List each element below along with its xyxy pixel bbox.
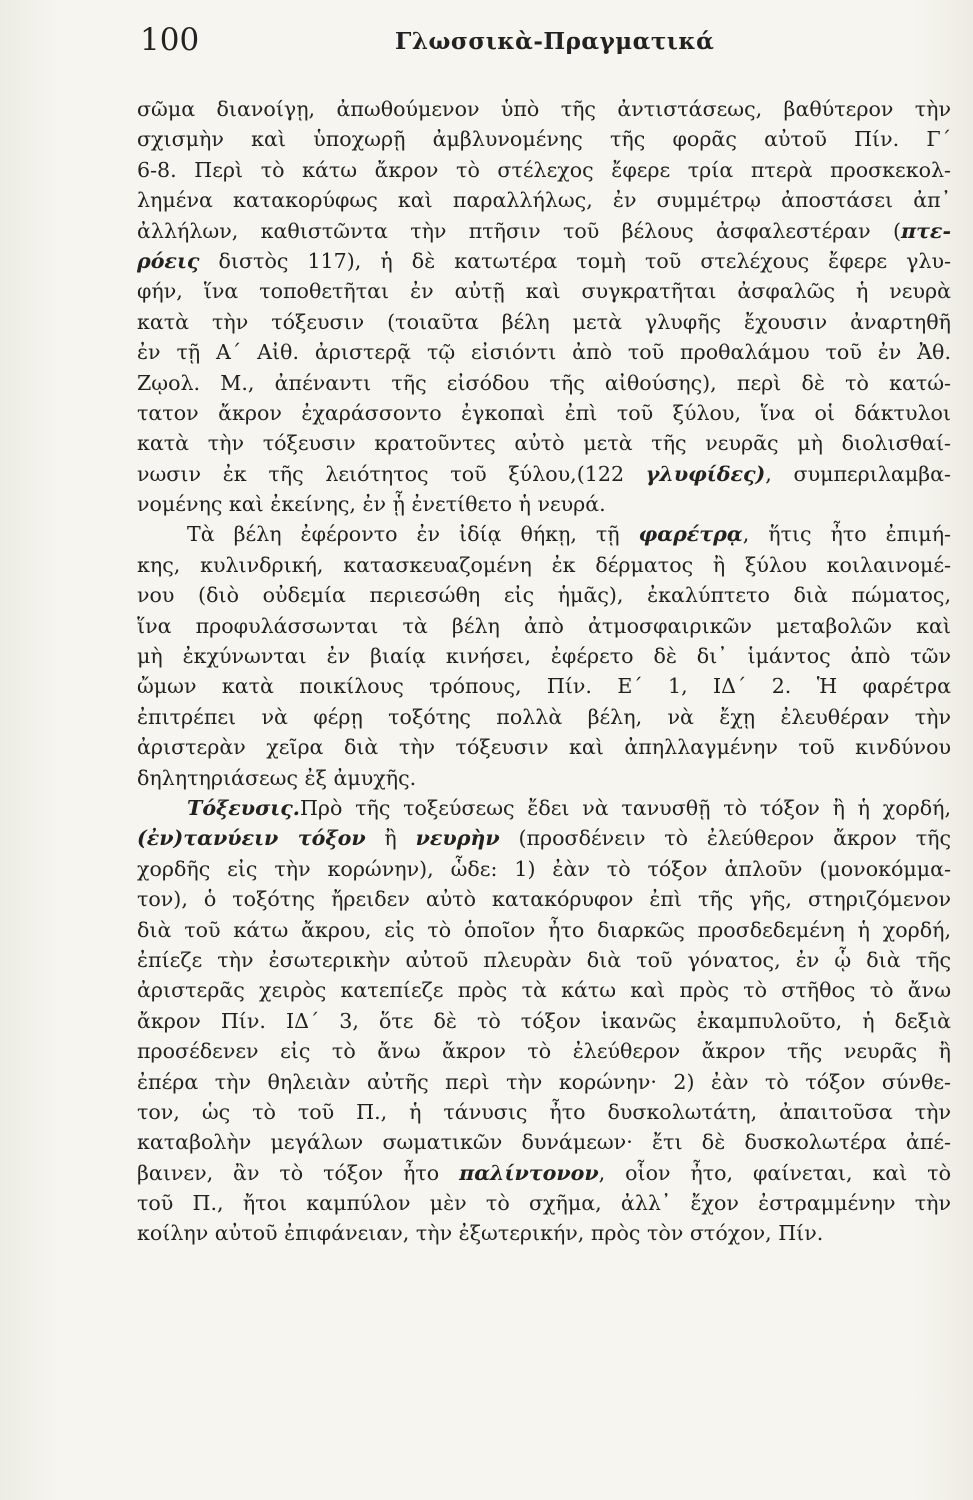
text-segment: προσέδενεν εἰς τὸ ἄνω ἄκρον τὸ ἐλεύθερον ἄκρον τῆς νευρᾶς ἢ xyxy=(137,1039,951,1064)
text-segment: ἐπίεζε τὴν ἐσωτερικὴν αὐτοῦ πλευρὰν διὰ τοῦ γόνατος, ἐν ᾧ διὰ τῆς xyxy=(137,947,951,972)
text-segment: κης, κυλινδρική, κατασκευαζομένη ἐκ δέρματος ἢ ξύλου κοιλαινομέ- xyxy=(137,552,951,577)
text-line xyxy=(137,1188,951,1218)
text-segment: , ἥτις ἦτο ἐπιμή- xyxy=(742,522,951,547)
text-segment: τον, ὡς τὸ τοῦ Π., ἡ τάνυσις ἦτο δυσκολωτάτη, ἀπαιτοῦσα τὴν xyxy=(137,1099,951,1124)
text-line xyxy=(137,489,951,519)
text-segment: ἐπέρα τὴν θηλειὰν αὐτῆς περὶ τὴν κορώνην· 2) ἐὰν τὸ τόξον σύνθε- xyxy=(137,1069,951,1094)
text-line xyxy=(137,124,951,154)
text-line xyxy=(137,368,951,398)
text-segment: 6-8. Περὶ τὸ κάτω ἄκρον τὸ στέλεχος ἔφερε τρία πτερὰ προσκεκολ- xyxy=(137,157,951,182)
text-segment: ἀριστερᾶς χειρὸς κατεπίεζε πρὸς τὰ κάτω καὶ πρὸς τὸ στῆθος τὸ ἄνω xyxy=(137,978,951,1003)
text-line xyxy=(137,884,951,914)
page-header xyxy=(140,22,930,64)
text-line xyxy=(137,246,951,276)
text-segment: ἀλλήλων, καθιστῶντα τὴν πτῆσιν τοῦ βέλους ἀσφαλεστέραν ( xyxy=(137,218,901,243)
text-line xyxy=(137,1006,951,1036)
text-line xyxy=(137,550,951,580)
text-segment: Τὰ βέλη ἐφέροντο ἐν ἰδίᾳ θήκῃ, τῇ xyxy=(187,522,639,547)
text-segment: τατον ἄκρον ἐχαράσσοντο ἐγκοπαὶ ἐπὶ τοῦ ξύλου, ἵνα οἱ δάκτυλοι xyxy=(137,400,951,425)
text-line xyxy=(137,1036,951,1066)
text-segment: διστὸς 117), ἡ δὲ κατωτέρα τομὴ τοῦ στελέχους ἔφερε γλυ- xyxy=(199,248,951,273)
text-segment: νωσιν ἐκ τῆς λειότητος τοῦ ξύλου,(122 xyxy=(137,461,646,486)
body-text xyxy=(137,94,951,1249)
text-segment: ἄκρον Πίν. ΙΔ´ 3, ὅτε δὲ τὸ τόξον ἱκανῶς ἐκαμπυλοῦτο, ἡ δεξιὰ xyxy=(137,1008,951,1033)
text-line xyxy=(137,519,951,549)
text-line xyxy=(137,1218,951,1248)
text-line xyxy=(137,702,951,732)
text-segment: ἵνα προφυλάσσωνται τὰ βέλη ἀπὸ ἀτμοσφαιρικῶν μεταβολῶν καὶ xyxy=(137,613,951,638)
text-line xyxy=(137,94,951,124)
text-line xyxy=(137,398,951,428)
text-segment: καταβολὴν μεγάλων σωματικῶν δυνάμεων· ἔτι δὲ δυσκολωτέρα ἀπέ- xyxy=(137,1130,951,1155)
text-segment: κατὰ τὴν τόξευσιν (τοιαῦτα βέλη μετὰ γλυφῆς ἔχουσιν ἀναρτηθῆ xyxy=(137,309,951,334)
text-segment: σχισμὴν καὶ ὑποχωρῇ ἀμβλυνομένης τῆς φορᾶς αὐτοῦ Πίν. Γ´ xyxy=(137,127,951,152)
text-line xyxy=(137,823,951,853)
text-line xyxy=(137,459,951,489)
text-line xyxy=(137,945,951,975)
text-line xyxy=(137,428,951,458)
text-line xyxy=(137,763,951,793)
text-segment: ἀριστερὰν χεῖρα διὰ τὴν τόξευσιν καὶ ἀπηλλαγμένην τοῦ κινδύνου xyxy=(137,735,951,760)
text-line xyxy=(137,732,951,762)
text-line xyxy=(137,1067,951,1097)
text-segment: , οἷον ἦτο, φαίνεται, καὶ τὸ xyxy=(598,1160,951,1185)
text-segment: νομένης καὶ ἐκείνης, ἐν ᾗ ἐνετίθετο ἡ νευρά. xyxy=(137,492,606,517)
text-line xyxy=(137,1127,951,1157)
text-line xyxy=(137,580,951,610)
text-segment: (προσδένειν τὸ ἐλεύθερον ἄκρον τῆς xyxy=(499,826,951,851)
text-segment: μὴ ἐκχύνωνται ἐν βιαίᾳ κινήσει, ἐφέρετο δὲ δι᾿ ἱμάντος ἀπὸ τῶν xyxy=(137,644,951,669)
page-number: 100 xyxy=(140,22,200,58)
text-line xyxy=(137,1097,951,1127)
text-segment: Πρὸ τῆς τοξεύσεως ἔδει νὰ τανυσθῇ τὸ τόξον ἢ ἡ χορδή, xyxy=(299,795,951,820)
text-line xyxy=(137,307,951,337)
text-line xyxy=(137,155,951,185)
text-line xyxy=(137,337,951,367)
running-title: Γλωσσικὰ-Πραγματικά xyxy=(395,28,715,55)
text-line xyxy=(137,793,951,823)
emphasized-term: γλυφίδες) xyxy=(645,461,766,486)
emphasized-term: παλίντονον xyxy=(459,1160,599,1185)
text-segment: δηλητηριάσεως ἐξ ἀμυχῆς. xyxy=(137,765,417,790)
text-line xyxy=(137,276,951,306)
text-segment: ὤμων κατὰ ποικίλους τρόπους, Πίν. Ε´ 1, ΙΔ´ 2. Ἡ φαρέτρα xyxy=(137,674,951,699)
text-segment: φήν, ἵνα τοποθετῆται ἐν αὐτῇ καὶ συγκρατῆται ἀσφαλῶς ἡ νευρὰ xyxy=(137,279,951,304)
text-segment: κοίλην αὐτοῦ ἐπιφάνειαν, τὴν ἐξωτερικήν, πρὸς τὸν στόχον, Πίν. xyxy=(137,1221,824,1246)
text-segment: ἐν τῇ Α´ Αἰθ. ἀριστερᾷ τῷ εἰσιόντι ἀπὸ τοῦ προθαλάμου τοῦ ἐν Ἀθ. xyxy=(137,340,951,365)
emphasized-term: νευρὴν xyxy=(415,826,500,851)
text-segment: τον), ὁ τοξότης ἤρειδεν αὐτὸ κατακόρυφον ἐπὶ τῆς γῆς, στηριζόμενον xyxy=(137,887,951,912)
emphasized-term: (ἐν)τανύειν τόξον xyxy=(137,826,366,851)
text-segment: τοῦ Π., ἤτοι καμπύλον μὲν τὸ σχῆμα, ἀλλ᾿ ἔχον ἐστραμμένην τὴν xyxy=(137,1191,951,1216)
text-line xyxy=(137,671,951,701)
text-line xyxy=(137,216,951,246)
text-line xyxy=(137,915,951,945)
emphasized-term: ρόεις xyxy=(137,248,200,273)
text-segment: χορδῆς εἰς τὴν κορώνην), ὧδε: 1) ἐὰν τὸ τόξον ἁπλοῦν (μονοκόμμα- xyxy=(137,856,951,881)
text-line xyxy=(137,854,951,884)
text-segment: ἢ xyxy=(365,826,416,851)
text-line xyxy=(137,185,951,215)
text-segment: ἐπιτρέπει νὰ φέρῃ τοξότης πολλὰ βέλη, νὰ ἔχῃ ἐλευθέραν τὴν xyxy=(137,704,951,729)
text-segment: κατὰ τὴν τόξευσιν κρατοῦντες αὐτὸ μετὰ τῆς νευρᾶς μὴ διολισθαί- xyxy=(137,431,951,456)
text-segment: νου (διὸ οὐδεμία περιεσώθη εἰς ἡμᾶς), ἐκαλύπτετο διὰ πώματος, xyxy=(137,583,951,608)
text-segment: σῶμα διανοίγῃ, ἀπωθούμενον ὑπὸ τῆς ἀντιστάσεως, βαθύτερον τὴν xyxy=(137,97,951,121)
text-segment: διὰ τοῦ κάτω ἄκρου, εἰς τὸ ὁποῖον ἦτο διαρκῶς προσδεδεμένη ἡ χορδή, xyxy=(137,917,951,942)
text-segment: Ζῳολ. Μ., ἀπέναντι τῆς εἰσόδου τῆς αἰθούσης), περὶ δὲ τὸ κατώ- xyxy=(137,370,951,395)
text-line xyxy=(137,975,951,1005)
text-segment: λημένα κατακορύφως καὶ παραλλήλως, ἐν συμμέτρῳ ἀποστάσει ἀπ᾿ xyxy=(137,188,951,213)
emphasized-term: Τόξευσις. xyxy=(187,795,300,820)
text-segment: βαινεν, ἂν τὸ τόξον ἦτο xyxy=(137,1160,460,1185)
text-line xyxy=(137,1158,951,1188)
text-line xyxy=(137,641,951,671)
text-segment: , συμπεριλαμβα- xyxy=(765,461,951,486)
emphasized-term: πτε- xyxy=(901,218,951,243)
emphasized-term: φαρέτρᾳ xyxy=(638,522,743,547)
text-line xyxy=(137,611,951,641)
